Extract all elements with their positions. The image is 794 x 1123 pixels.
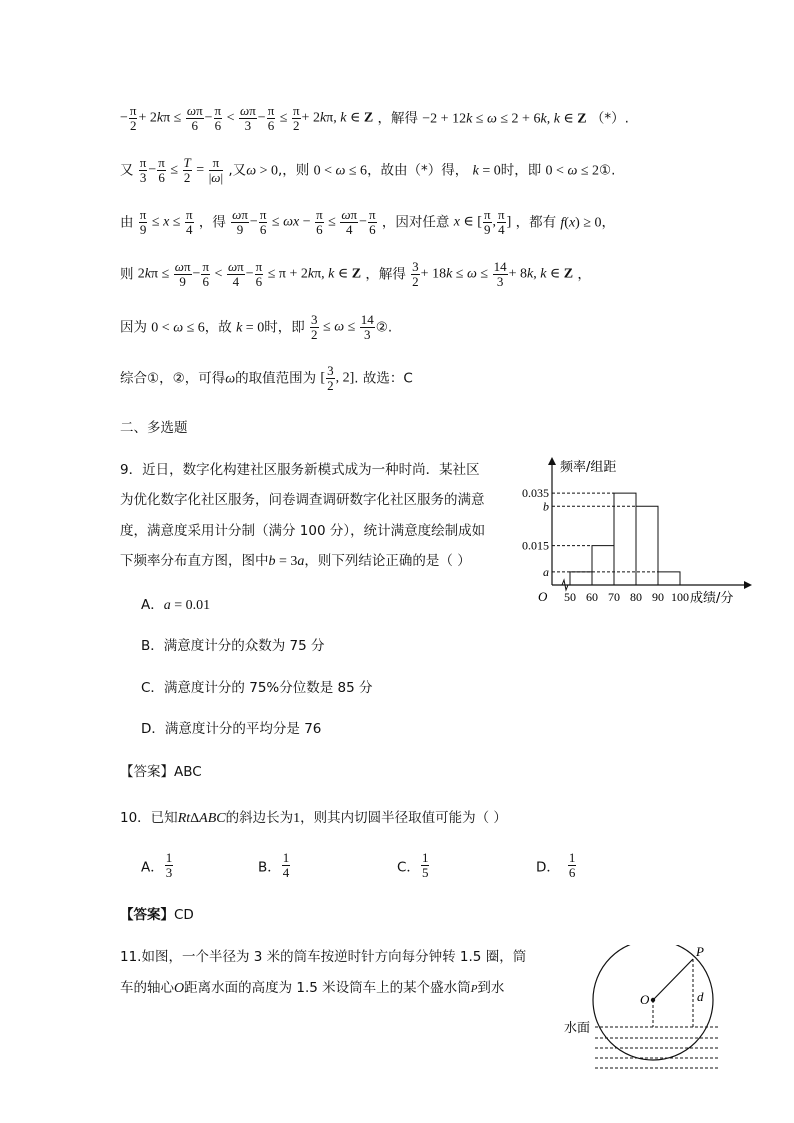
- q9-option-d: [141, 717, 321, 737]
- denominator: 3: [165, 865, 173, 880]
- q9-option-c: [141, 676, 373, 696]
- result-range-2: $\frac{3}{2}$ + 18k ≤ ω ≤ $\frac{14}{3}$ + 8k, k ∈ Z: [412, 259, 574, 289]
- omega-positive: ω > 0: [246, 163, 278, 179]
- q9-option-b: [141, 634, 325, 654]
- origin-label: O: [538, 589, 548, 604]
- text-choose-c: . 故选：C: [354, 370, 413, 387]
- option-label: C．: [397, 859, 420, 876]
- numerator: 1: [568, 850, 576, 865]
- q9-answer: 【答案】ABC: [120, 764, 202, 780]
- text-de: ，得: [198, 214, 226, 231]
- denominator: 6: [568, 865, 576, 880]
- histogram-bar: [592, 546, 614, 585]
- q10-end: ，则其内切圆半径取值可能为（ ）: [300, 810, 507, 826]
- answer-label: 【答案】: [120, 907, 174, 923]
- x-tick-label: 100: [671, 590, 689, 604]
- q11-text-c: 到水: [477, 980, 505, 996]
- text-jiede: ，解得: [377, 110, 418, 127]
- q10-option-b: [258, 851, 291, 880]
- text-quzhi: 的取值范围为: [235, 370, 317, 387]
- q10-stem: [120, 806, 507, 827]
- q11-text-b: 距离水面的高度为 1.5 米设筒车上的某个盛水筒: [184, 980, 471, 996]
- option-a-value: a = 0.01: [163, 598, 211, 613]
- y-tick-label: a: [543, 564, 549, 579]
- section-title: 二、多选题: [120, 420, 188, 436]
- phase-range: $\frac{\omega\pi}{9}$ − $\frac{\pi}{6}$ ≤ ωx − $\frac{\pi}{6}$ ≤ $\frac{\omega\pi}{4}$ − $\frac{\pi}{6}$: [232, 207, 376, 237]
- histogram-bar: [658, 572, 680, 585]
- option-label: C．: [141, 680, 164, 696]
- answer-value: CD: [174, 907, 194, 923]
- q11-line-2: [120, 976, 504, 997]
- y-tick-label: 0.035: [522, 486, 549, 501]
- result-1: 0 < ω ≤ 2: [545, 163, 600, 179]
- text-shi-ji: 时，即: [500, 162, 542, 179]
- comma: ，: [601, 214, 616, 231]
- star-mark: （*）.: [590, 110, 629, 127]
- x-interval: x ∈ [ $\frac{\pi}{9}$ , $\frac{\pi}{4}$ ]: [453, 207, 512, 237]
- x-tick-label: 50: [564, 590, 576, 604]
- solution-line-2: [120, 156, 615, 185]
- text-ze2: 则: [120, 266, 134, 283]
- histogram-bar: [614, 493, 636, 585]
- center-dot: [651, 998, 655, 1002]
- option-label: B．: [258, 859, 281, 876]
- x-tick-label: 70: [608, 590, 620, 604]
- y-tick-label: 0.015: [522, 538, 549, 553]
- final-interval: [ $\frac{3}{2}$ , 2]: [320, 363, 355, 393]
- label-water: 水面: [564, 1021, 591, 1036]
- k-zero-2: k = 0: [236, 320, 265, 336]
- b-eq-3a: b = 3a: [268, 554, 305, 569]
- option-text: 满意度计分的 75%分位数是 85 分: [163, 680, 373, 696]
- text-yinduirenyi: ，因对任意: [381, 214, 450, 231]
- q9-line-4-start: 下频率分布直方图，图中: [120, 553, 269, 569]
- text-you2: 由: [120, 214, 134, 231]
- numerator: 1: [165, 850, 173, 865]
- q9-line-2: 为优化数字化社区服务，问卷调查调研数字化社区服务的满意: [120, 492, 485, 508]
- q10-option-d: [536, 851, 577, 880]
- q11-text-a: 车的轴心: [120, 980, 174, 996]
- q9-line-4-end: ，则下列结论正确的是（ ）: [304, 553, 471, 569]
- q11-line-1: 11.如图，一个半径为 3 米的筒车按逆时针方向每分钟转 1.5 圈，筒: [120, 949, 527, 965]
- option-label: B．: [141, 638, 164, 654]
- x-axis-title: 成绩/分: [690, 591, 734, 605]
- x-tick-label: 80: [630, 590, 642, 604]
- solution-line-3: [120, 208, 615, 237]
- text-shi-ji2: 时，即: [264, 319, 305, 336]
- solution-line-5: [120, 313, 392, 342]
- option-text: 满意度计分的众数为 75 分: [163, 638, 325, 654]
- option-label: D．: [536, 859, 560, 876]
- q9-line-4: [120, 549, 471, 570]
- q10-answer: [120, 903, 194, 923]
- solution-line-1: [120, 104, 629, 133]
- inequality-chain-2: 2kπ ≤ $\frac{\omega\pi}{9}$ − $\frac{\pi}{6}$ < $\frac{\omega\pi}{4}$ − $\frac{\pi}{6}$ ≤ π + 2kπ, k ∈ Z: [137, 259, 362, 289]
- x-range: $\frac{\pi}{9}$ ≤ x ≤ $\frac{\pi}{4}$: [139, 207, 193, 237]
- y-axis-arrow: [548, 457, 556, 465]
- frequency-histogram: [512, 455, 752, 605]
- text-comma-you: ,又: [228, 162, 247, 179]
- q9-line-1: 9．近日，数字化构建社区服务新模式成为一种时尚．某社区: [120, 462, 480, 478]
- omega-symbol: ω: [225, 371, 236, 387]
- fx-nonneg: f(x) ≥ 0: [560, 215, 602, 231]
- text-ze: ,，则: [277, 162, 310, 179]
- option-label: D．: [141, 721, 165, 737]
- text-guyou: ，故由（*）得，: [367, 162, 469, 179]
- denominator: 4: [282, 865, 290, 880]
- q10-start: 10．已知: [120, 810, 178, 826]
- label-d: d: [697, 989, 704, 1004]
- option-label: A．: [141, 597, 164, 613]
- x-tick-label: 90: [652, 590, 664, 604]
- solution-line-4: [120, 260, 591, 289]
- histogram-bar: [636, 506, 658, 585]
- comma2: ，: [577, 266, 591, 283]
- inequality-chain: − $\frac{\pi}{2}$ + 2kπ ≤ $\frac{\omega\pi}{6}$ − $\frac{\pi}{6}$ < $\frac{\omega\pi}{3}$ − $\frac{\pi}{6}$ ≤ $\frac{\pi}{2}$ + 2kπ, k ∈ Z: [120, 103, 374, 133]
- triangle-expr: RtΔABC: [177, 811, 226, 826]
- text-zonghe: 综合①，②，可得: [120, 370, 226, 387]
- omega-range-2: 0 < ω ≤ 6: [151, 320, 205, 336]
- label-p: P: [696, 945, 704, 959]
- q10-mid: 的斜边长为: [225, 810, 294, 826]
- k-zero: k = 0: [472, 163, 501, 179]
- q10-one: 1: [293, 811, 301, 826]
- x-tick-label: 60: [586, 590, 598, 604]
- circle-mark-2: ②.: [375, 319, 393, 336]
- histogram-bar: [570, 572, 592, 585]
- text-gu: ，故: [204, 319, 232, 336]
- period-expression: $\frac{\pi}{3}$ − $\frac{\pi}{6}$ ≤ $\frac{T}{2}$ = $\frac{\pi}{|\omega|}$: [139, 155, 224, 185]
- numerator: 1: [421, 850, 429, 865]
- omega-range: 0 < ω ≤ 6: [313, 163, 368, 179]
- q10-option-a: [141, 851, 174, 880]
- result-2: $\frac{3}{2}$ ≤ ω ≤ $\frac{14}{3}$: [311, 312, 374, 342]
- option-text: 满意度计分的平均分是 76: [164, 721, 322, 737]
- solution-line-6: [120, 364, 413, 393]
- circle-mark-1: ①.: [599, 162, 616, 179]
- x-axis-arrow: [744, 581, 752, 589]
- q11-p: P: [470, 983, 478, 995]
- q9-line-3: 度，满意度采用计分制（满分 100 分），统计满意度绘制成如: [120, 523, 486, 539]
- text-douyou: ，都有: [515, 214, 557, 231]
- text-you: 又: [120, 162, 134, 179]
- denominator: 5: [421, 865, 429, 880]
- text-jiede2: ，解得: [365, 266, 406, 283]
- water-wheel-figure: [560, 945, 730, 1075]
- q10-option-c: [397, 851, 430, 880]
- q11-o: O: [174, 981, 185, 996]
- result-range: −2 + 12k ≤ ω ≤ 2 + 6k, k ∈ Z: [422, 111, 587, 127]
- y-tick-label: b: [543, 499, 549, 514]
- label-o: O: [640, 992, 650, 1007]
- y-axis-title: 频率/组距: [560, 460, 617, 475]
- numerator: 1: [282, 850, 290, 865]
- text-yinwei: 因为: [120, 319, 147, 336]
- option-label: A．: [141, 859, 164, 876]
- q9-option-a: [141, 593, 210, 614]
- radius-op: [653, 959, 693, 1000]
